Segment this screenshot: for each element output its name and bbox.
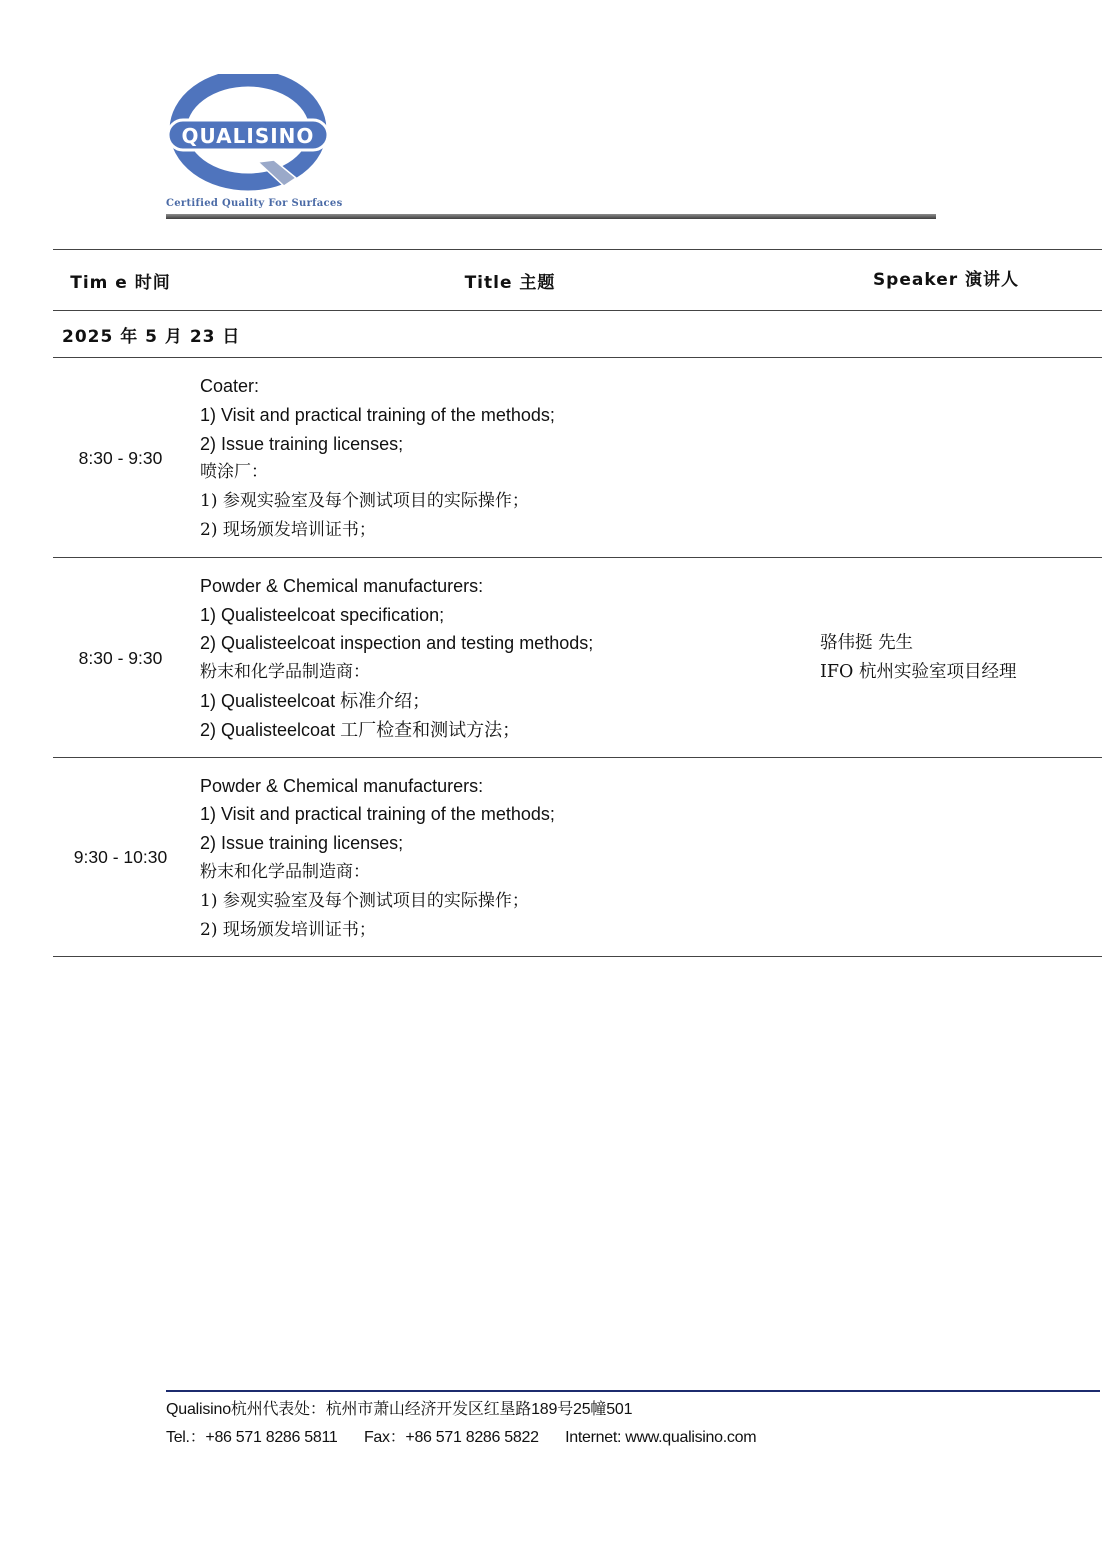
session-title-line: 1) Qualisteelcoat 标准介绍； bbox=[200, 690, 431, 711]
session-title-line: 1) 参观实验室及每个测试项目的实际操作； bbox=[200, 491, 529, 512]
session-title bbox=[188, 372, 820, 545]
schedule-date: 2025 年 5 月 23 日 bbox=[62, 326, 241, 347]
session-time: 8:30 - 9:30 bbox=[78, 447, 163, 468]
session-title-line: 2) Qualisteelcoat 工厂检查和测试方法； bbox=[200, 719, 521, 740]
header-speaker: Speaker 演讲人 bbox=[872, 269, 1020, 290]
header-title: Title 主题 bbox=[464, 272, 556, 293]
session-row bbox=[53, 558, 1102, 758]
footer-fax: Fax：+86 571 8286 5822 bbox=[363, 1429, 539, 1446]
session-title-line: 喷涂厂： bbox=[200, 462, 268, 483]
header-rule bbox=[166, 214, 936, 219]
footer bbox=[166, 1396, 778, 1452]
session-time: 9:30 - 10:30 bbox=[73, 847, 168, 868]
session-title-line: 粉末和化学品制造商： bbox=[200, 662, 370, 683]
table-header-row bbox=[53, 249, 1102, 311]
header-time: Tim e 时间 bbox=[70, 272, 171, 293]
qualisino-logo bbox=[162, 74, 342, 214]
date-row bbox=[53, 311, 1102, 358]
logo-tagline: Certified Quality For Surfaces bbox=[166, 198, 343, 209]
session-title-line: 1) Visit and practical training of the methods; bbox=[200, 404, 555, 425]
session-title-line: 2) 现场颁发培训证书； bbox=[200, 919, 376, 940]
schedule-table bbox=[53, 249, 1102, 957]
footer-contacts bbox=[166, 1424, 778, 1452]
session-title bbox=[188, 772, 820, 945]
session-list bbox=[53, 358, 1102, 957]
logo-wordmark: QUALISINO bbox=[181, 124, 315, 148]
session-title-line: 1) Visit and practical training of the methods; bbox=[200, 804, 555, 825]
speaker-line: 骆伟挺 先生 bbox=[820, 633, 914, 654]
session-title bbox=[188, 572, 820, 745]
session-row bbox=[53, 358, 1102, 558]
session-row bbox=[53, 758, 1102, 958]
session-title-line: Coater: bbox=[200, 376, 260, 396]
footer-address: Qualisino杭州代表处：杭州市萧山经济开发区红垦路189号25幢501 bbox=[166, 1401, 633, 1418]
session-title-line: 1) Qualisteelcoat specification; bbox=[200, 604, 445, 625]
session-title-line: 粉末和化学品制造商： bbox=[200, 861, 370, 882]
footer-rule bbox=[166, 1390, 1100, 1392]
session-title-line: 2) Qualisteelcoat inspection and testing methods; bbox=[200, 633, 594, 654]
session-title-line: Powder & Chemical manufacturers: bbox=[200, 575, 484, 596]
session-title-line: 2) 现场颁发培训证书； bbox=[200, 519, 376, 540]
session-speaker bbox=[820, 629, 1102, 687]
speaker-line: IFO 杭州实验室项目经理 bbox=[820, 662, 1017, 683]
session-title-line: 2) Issue training licenses; bbox=[200, 433, 404, 454]
footer-website: Internet: www.qualisino.com bbox=[565, 1429, 757, 1446]
session-title-line: Powder & Chemical manufacturers: bbox=[200, 775, 484, 796]
session-time: 8:30 - 9:30 bbox=[78, 647, 163, 668]
session-title-line: 2) Issue training licenses; bbox=[200, 833, 404, 854]
session-title-line: 1) 参观实验室及每个测试项目的实际操作； bbox=[200, 890, 529, 911]
footer-tel: Tel.：+86 571 8286 5811 bbox=[166, 1429, 338, 1446]
